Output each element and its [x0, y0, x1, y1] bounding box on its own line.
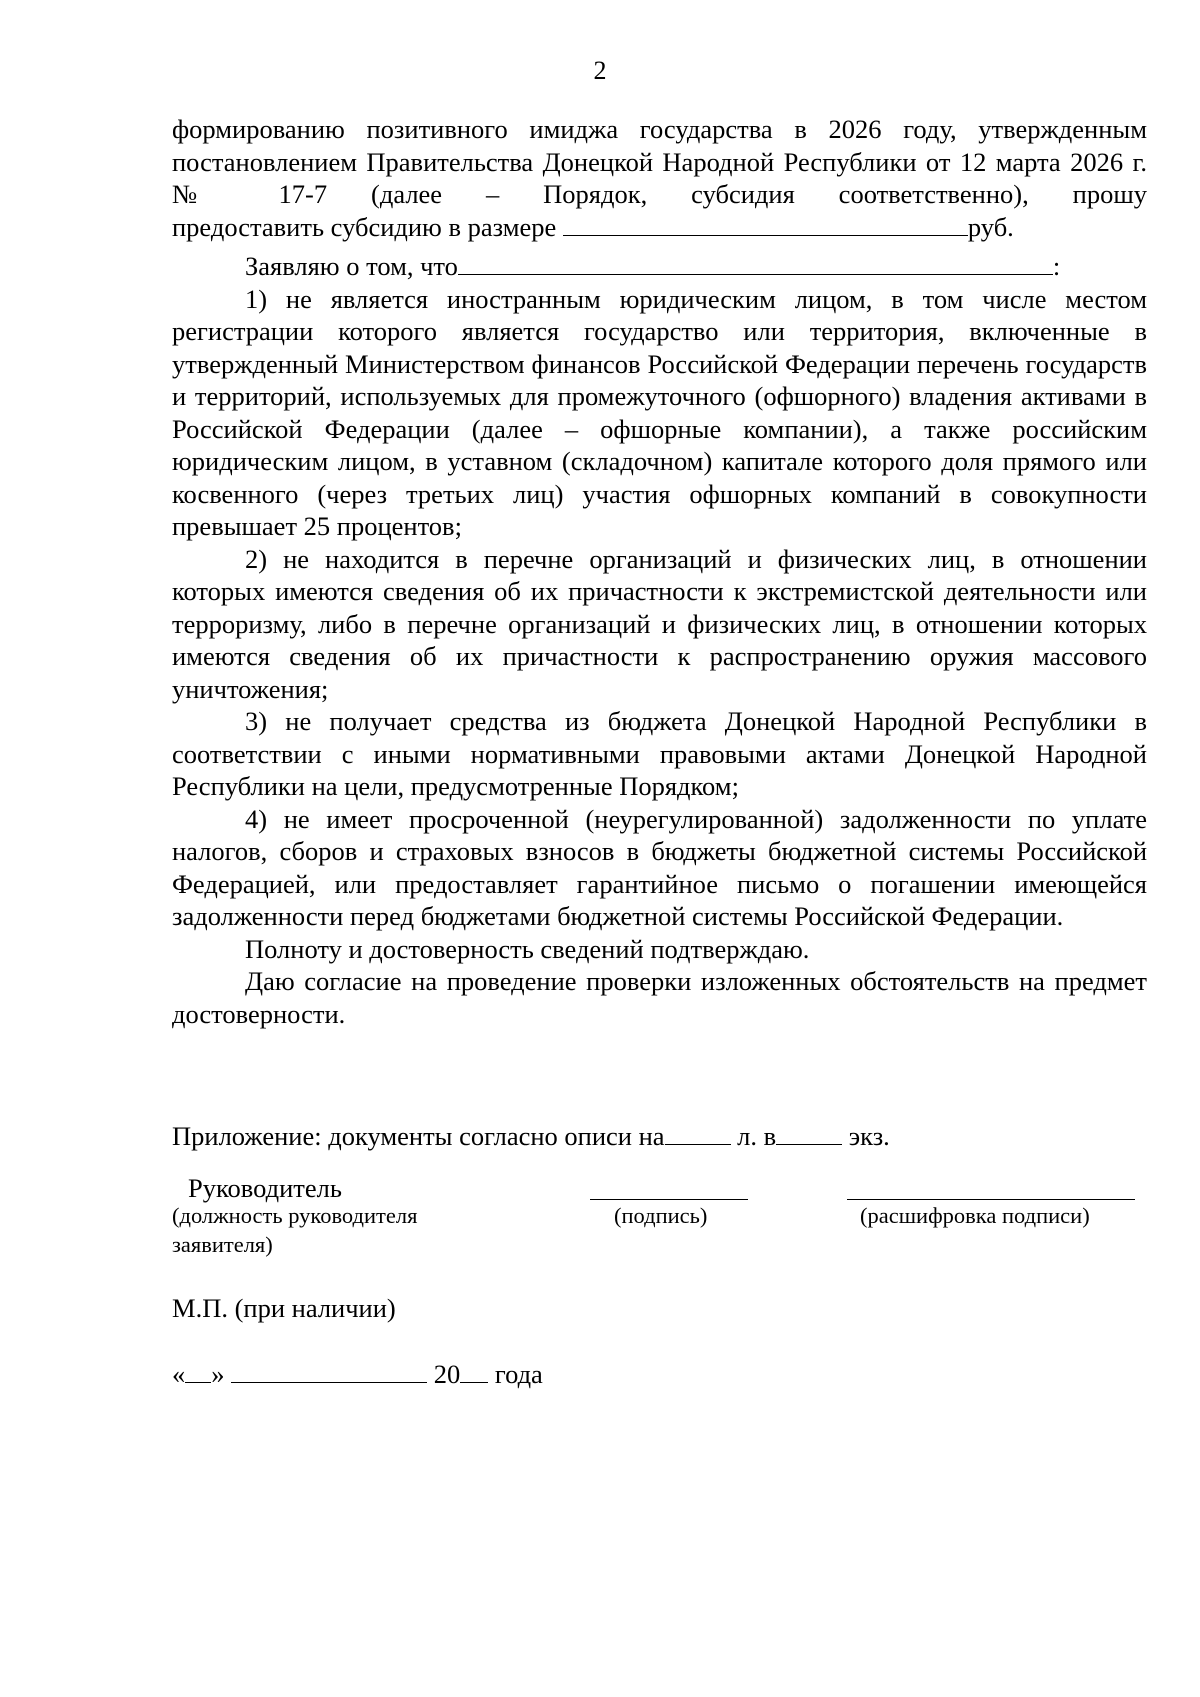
date-close-quote: »	[211, 1359, 225, 1389]
item-1: 1) не является иностранным юридическим лицом, в том числе местом регистрации которого является государство или территория, включенные в утвержденный Министерством финансов Российской Федерации перечень государств и территорий, используемых для промежуточного (офшорного) владения активами в Российской Федерации (далее – офшорные компании), а также российским юридическим лицом, в уставном (складочном) капитале которого доля прямого или косвенного (через третьих лиц) участия офшорных компаний в совокупности превышает 25 процентов;	[172, 283, 1147, 541]
confirmation-text: Полноту и достоверность сведений подтверждаю.	[245, 933, 810, 964]
request-line-3: 2026 г. № 17-7 (далее – Порядок, субсидия соответственно), прошу	[172, 146, 1147, 209]
attachment-copies-field[interactable]	[776, 1122, 842, 1145]
position-caption-1: (должность руководителя	[172, 1203, 418, 1228]
item-2: 2) не находится в перечне организаций и физических лиц, в отношении которых имеются сведения об их причастности к экстремистской деятельности или терроризму, либо в перечне организаций и физических лиц, в отношении которых имеются сведения об их причастности к распространению оружия массового уничтожения;	[172, 543, 1147, 704]
date-year-prefix: 20	[433, 1359, 461, 1389]
request-amount-label: предоставить субсидию в размере	[172, 211, 557, 242]
attachment-pages-field[interactable]	[665, 1122, 731, 1145]
attachment-pages-suffix: л. в	[737, 1121, 777, 1151]
signature-decode-line[interactable]	[847, 1199, 1135, 1200]
declare-colon: :	[1052, 251, 1061, 281]
paragraph-request	[172, 113, 1147, 211]
item-3: 3) не получает средства из бюджета Донецкой Народной Республики в соответствии с иными нормативными правовыми актами Донецкой Народной Республики на цели, предусмотренные Порядком;	[172, 706, 1147, 801]
date-year-suffix: года	[494, 1359, 543, 1389]
paragraph-declare	[172, 250, 1147, 283]
applicant-name-field[interactable]	[458, 252, 1053, 275]
declare-label: Заявляю о том, что	[245, 251, 458, 281]
document-body	[172, 113, 1147, 1030]
date-line	[172, 1359, 543, 1389]
signature-line[interactable]	[590, 1199, 748, 1200]
request-line-2: постановлением Правительства Донецкой Народной Республики от 12 марта	[172, 146, 1061, 177]
decode-caption: (расшифровка подписи)	[860, 1203, 1090, 1228]
attachment-line	[172, 1121, 890, 1151]
consent-text: Даю согласие на проведение проверки изложенных обстоятельств на предмет достоверности.	[172, 966, 1147, 1029]
date-year-field[interactable]	[460, 1360, 488, 1383]
attachment-label: Приложение: документы согласно описи на	[172, 1121, 665, 1151]
signature-role: Руководитель	[188, 1173, 342, 1203]
attachment-copies-suffix: экз.	[848, 1121, 890, 1151]
date-day-field[interactable]	[185, 1360, 211, 1383]
stamp-label: М.П. (при наличии)	[172, 1293, 396, 1323]
date-open-quote: «	[172, 1359, 186, 1389]
currency-label: руб.	[967, 211, 1014, 242]
request-line-1: формированию позитивного имиджа государства в 2026 году, утвержденным	[172, 114, 1147, 144]
subsidy-amount-field[interactable]	[563, 213, 968, 236]
paragraph-request-amount	[172, 211, 1147, 244]
date-month-field[interactable]	[231, 1360, 427, 1383]
sign-caption: (подпись)	[614, 1203, 708, 1228]
page-number: 2	[593, 56, 607, 85]
position-caption-2: заявителя)	[172, 1232, 273, 1257]
item-4: 4) не имеет просроченной (неурегулированной) задолженности по уплате налогов, сборов и страховых взносов в бюджеты бюджетной системы Российской Федерацией, или предоставляет гарантийное письмо о погашении имеющейся задолженности перед бюджетами бюджетной системы Российской Федерации.	[172, 803, 1147, 931]
